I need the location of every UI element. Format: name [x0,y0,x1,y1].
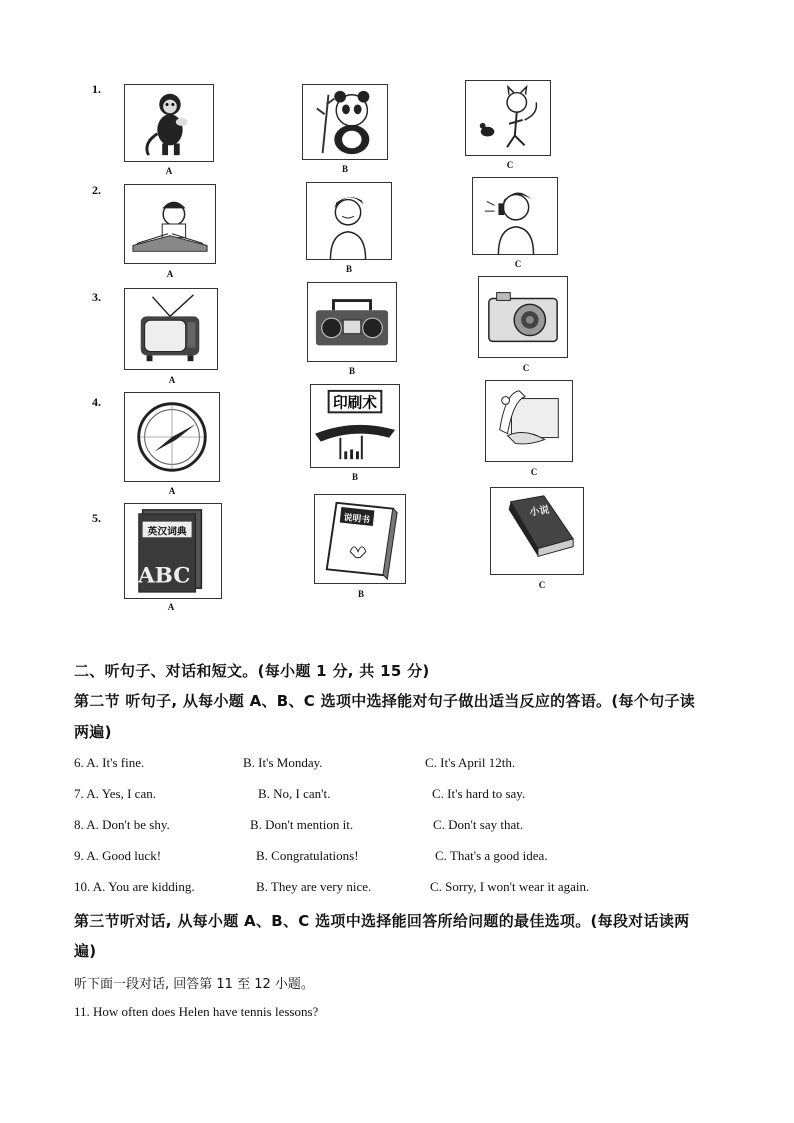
option-letter: B [351,472,358,482]
option-image-television[interactable] [124,288,218,370]
question-number: 3. [92,290,101,304]
part2-instruction: 第二节 听句子, 从每小题 A、B、C 选项中选择能对句子做出适当反应的答语。(每个句子读 [74,692,695,710]
option-letter: C [530,467,538,477]
cat-mouse-icon [466,81,550,155]
question-number: 5. [92,511,101,525]
paper-scroll-icon [486,381,572,461]
printing-icon [311,385,399,467]
option-image-radio[interactable] [307,282,397,362]
dictionary-label: 英汉词典 [147,526,187,538]
option-b[interactable]: B. Congratulations! [256,848,359,863]
option-letter: A [165,166,173,176]
manual-label: 说明书 [343,513,371,526]
option-image-paper[interactable] [485,380,573,462]
manual-book-icon [315,495,405,583]
option-image-cat-mouse[interactable] [465,80,551,156]
television-icon [125,289,217,369]
boy-reading-icon [125,185,215,263]
option-b[interactable]: B. It's Monday. [243,755,323,770]
option-letter: B [348,366,355,376]
option-image-camera[interactable] [478,276,568,358]
dictionary-abc: ABC [137,563,191,589]
option-letter: B [341,164,348,174]
printing-label: 印刷术 [333,394,377,412]
compass-icon [125,393,219,481]
question-number: 4. [92,395,101,409]
option-b[interactable]: B. They are very nice. [256,879,372,894]
option-image-novel[interactable] [490,487,584,575]
part3-instruction: 第三节听对话, 从每小题 A、B、C 选项中选择能回答所给问题的最佳选项。(每段对话读两 [74,912,690,930]
option-letter: C [514,259,522,269]
option-letter: C [506,160,514,170]
boy-on-phone-icon [473,178,557,254]
option-image-dictionary[interactable] [124,503,222,599]
question-number: 2. [92,183,101,197]
option-b[interactable]: B. No, I can't. [258,786,331,801]
option-image-compass[interactable] [124,392,220,482]
novel-label: 小说 [529,504,550,519]
section-title: 二、听句子、对话和短文。(每小题 1 分, 共 15 分) [74,662,430,680]
option-letter: A [166,269,174,279]
option-a[interactable]: 8. A. Don't be shy. [74,817,170,832]
panda-icon [303,85,387,159]
part2-instruction-cont: 两遍) [74,723,112,741]
option-letter: B [345,264,352,274]
part3-instruction-cont: 遍) [74,942,97,960]
option-letter: C [538,580,546,590]
question-number: 1. [92,82,101,96]
boy-icon [307,183,391,259]
camera-icon [479,277,567,357]
radio-cassette-icon [308,283,396,361]
option-letter: A [168,486,176,496]
option-image-boy[interactable] [306,182,392,260]
option-letter: A [167,602,175,612]
option-a[interactable]: 6. A. It's fine. [74,755,145,770]
option-c[interactable]: C. It's April 12th. [425,755,516,770]
option-b[interactable]: B. Don't mention it. [250,817,354,832]
option-c[interactable]: C. Sorry, I won't wear it again. [430,879,590,894]
question-11: 11. How often does Helen have tennis lessons? [74,1004,319,1019]
option-c[interactable]: C. That's a good idea. [435,848,548,863]
dictionary-icon [125,504,221,598]
option-image-panda[interactable] [302,84,388,160]
option-letter: B [357,589,364,599]
option-letter: A [168,375,176,385]
option-image-boy-reading[interactable] [124,184,216,264]
option-a[interactable]: 10. A. You are kidding. [74,879,195,894]
option-letter: C [522,363,530,373]
option-c[interactable]: C. Don't say that. [433,817,524,832]
option-a[interactable]: 9. A. Good luck! [74,848,162,863]
monkey-icon [125,85,213,161]
option-image-boy-phone[interactable] [472,177,558,255]
option-image-monkey[interactable] [124,84,214,162]
novel-book-icon [491,488,583,574]
option-c[interactable]: C. It's hard to say. [432,786,526,801]
option-image-printing[interactable] [310,384,400,468]
option-image-manual[interactable] [314,494,406,584]
dialogue-instruction: 听下面一段对话, 回答第 11 至 12 小题。 [74,977,314,992]
option-a[interactable]: 7. A. Yes, I can. [74,786,156,801]
